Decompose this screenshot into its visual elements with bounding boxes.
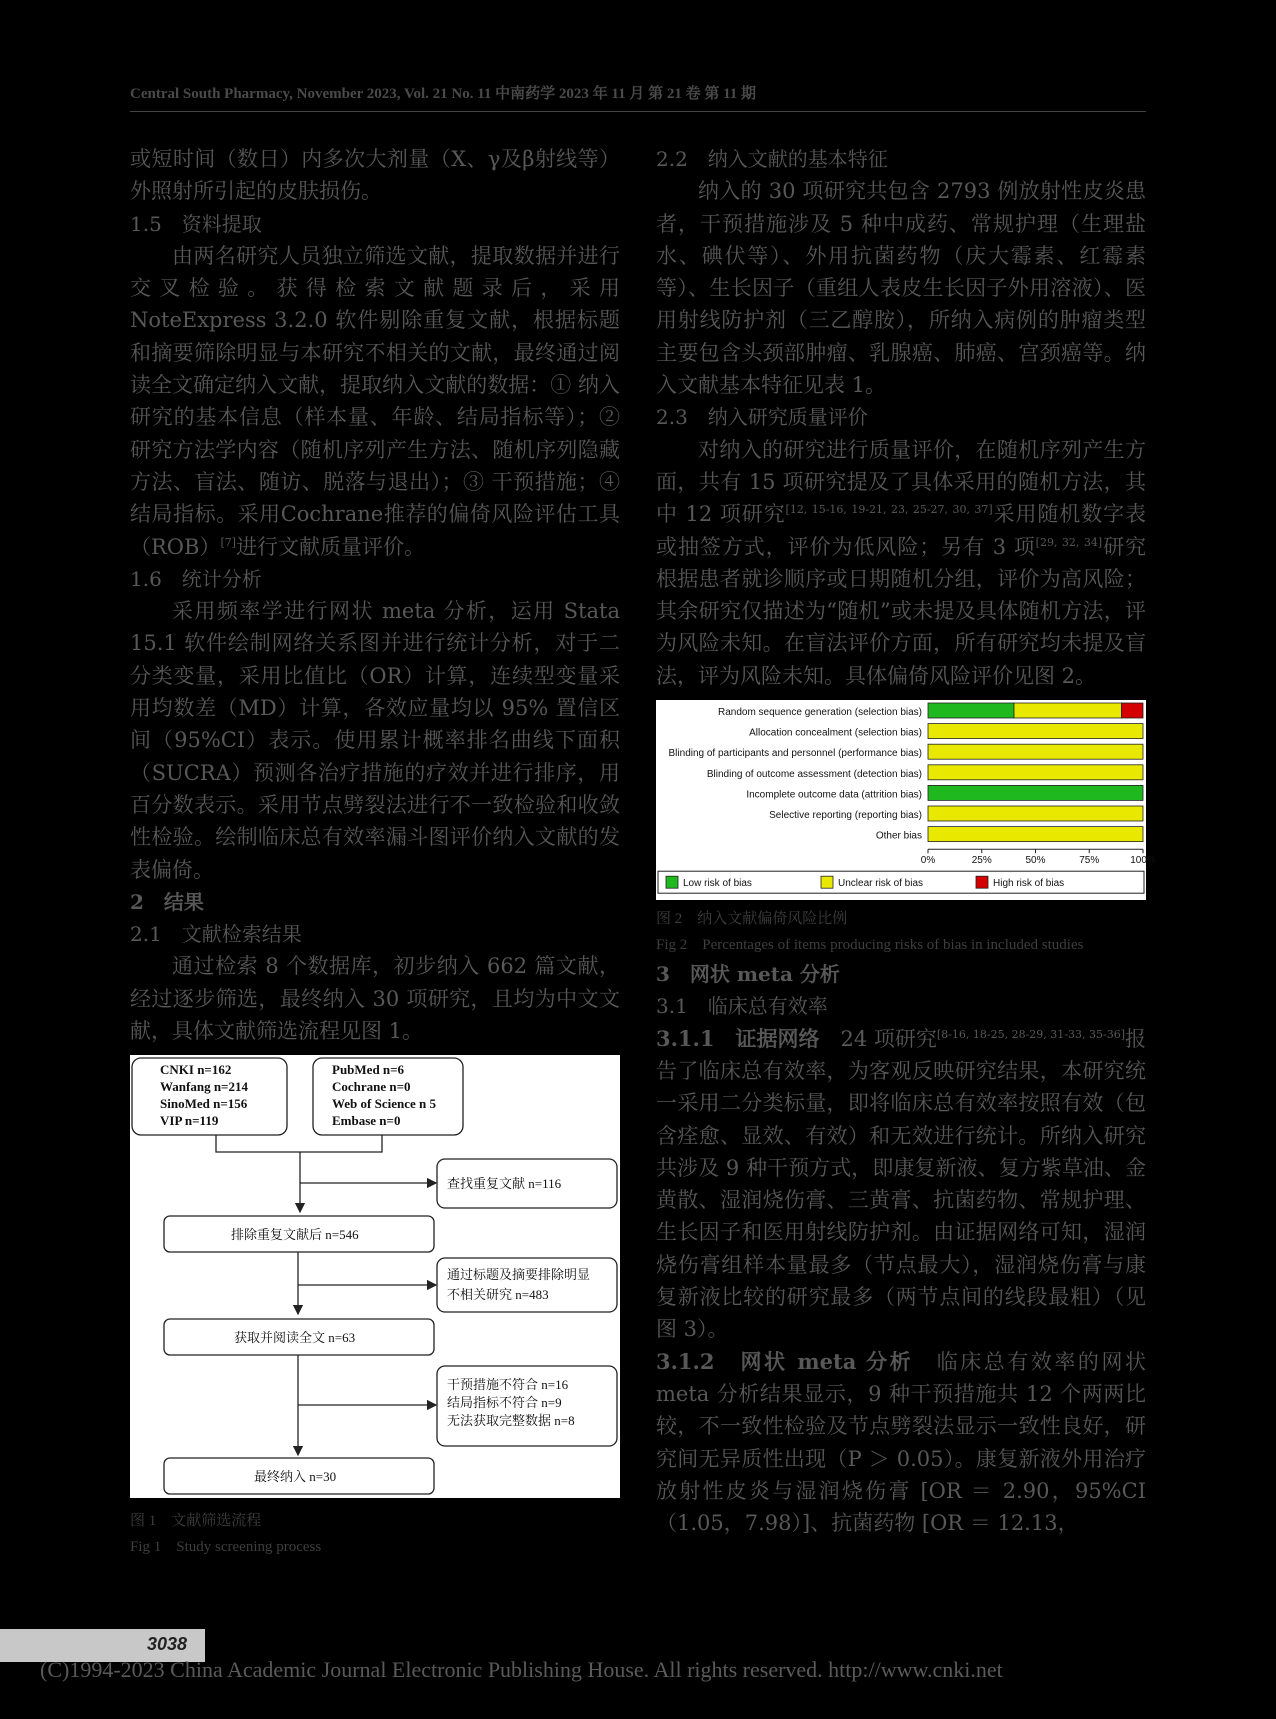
flow-text: 不相关研究 n=483 [447,1287,549,1303]
citation: [8-16, 18-25, 28-29, 31-33, 35-36] [936,1027,1125,1041]
bar-segment [928,724,1143,739]
paragraph-text: 报告了临床总有效率，为客观反映研究结果，本研究统一采用二分类标量，即将临床总有效率按照有效（包含痊愈、显效、有效）和无效进行统计。所纳入研究共涉及 9 种干预方式，即康复新液、复方紫草油、金黄散、湿润烧伤膏、三黄膏、抗菌药物、常规护理、生长因子和医用射线防护剂。由证据网络可知，湿润烧伤膏组样本量最多（节点最大），湿润烧伤膏与康复新液比较的研究最多（两节点间的线段最粗）（见图 3）。 [656,1026,1146,1342]
bar-segment [928,785,1143,800]
flow-diagram [130,1055,620,1498]
category-label: Blinding of participants and personnel (performance bias) [668,748,922,760]
page-number: 3038 [146,1634,187,1654]
citation: [12, 15-16, 19-21, 23, 25-27, 30, 37] [785,503,993,517]
paragraph-text: 进行文献质量评价。 [236,534,426,559]
subsection-heading-3-1-1: 3.1.1 证据网络 [656,1025,820,1051]
category-label: Incomplete outcome data (attrition bias) [746,789,922,801]
paragraph-search-results: 通过检索 8 个数据库，初步纳入 662 篇文献，经过逐步筛选，最终纳入 30 项研究，且均为中文文献，具体文献筛选流程见图 1。 [130,954,620,1044]
paragraph-text: 采用随机数字表或抽签方式，评价为低风险；另有 3 项 [656,502,1147,559]
flow-text: PubMed n=6 [332,1062,405,1078]
section-heading-1-6: 1.6 统计分析 [130,566,262,591]
bar-segment [928,765,1143,780]
flow-text: Web of Science n 5 [332,1096,436,1112]
section-heading-2-3: 2.3 纳入研究质量评价 [656,405,868,430]
flow-text: Wanfang n=214 [160,1079,248,1095]
paragraph: 或短时间（数日）内多次大剂量（X、γ及β射线等）外照射所引起的皮肤损伤。 [130,147,620,204]
paragraph-text: 对纳入的研究进行质量评价，在随机序列产生方面，共有 15 项研究提及了具体采用的随机方法，其中 12 项研究 [656,437,1146,527]
flow-text: 通过标题及摘要排除明显 [447,1267,591,1283]
flow-text: 无法获取完整数据 n=8 [447,1413,575,1429]
flow-text: 获取并阅读全文 n=63 [234,1330,356,1346]
bar-segment [1014,703,1122,718]
paragraph-statistics: 采用频率学进行网状 meta 分析，运用 Stata 15.1 软件绘制网络关系图并进行统计分析，对于二分类变量，采用比值比（OR）计算，连续型变量采用均数差（MD）计算，各效应量均以 95% 置信区间（95%CI）表示。使用累计概率排名曲线下面积（SUCRA）预测各治疗措施的疗效并进行排序，用百分数表示。采用节点劈裂法进行不一致检验和收敛性检验。绘制临床总有效率漏斗图评价纳入文献的发表偏倚。 [130,599,620,882]
flow-text: 排除重复文献后 n=546 [231,1227,359,1243]
flow-text: 最终纳入 n=30 [254,1469,337,1485]
flow-text: VIP n=119 [160,1113,219,1129]
paragraph-text: 由两名研究人员独立筛选文献，提取数据并进行交叉检验。获得检索文献题录后，采用NoteExpress 3.2.0 软件剔除重复文献，根据标题和摘要筛除明显与本研究不相关的文献，最终通过阅读全文确定纳入文献，提取纳入文献的数据：① 纳入研究的基本信息（样本量、年龄、结局指标等）；② 研究方法学内容（随机序列产生方法、随机序列隐藏方法、盲法、随访、脱落与退出）；③ 干预措施；④ 结局指标。采用Cochrane推荐的偏倚风险评估工具（ROB） [130,243,620,559]
flow-text: 结局指标不符合 n=9 [447,1395,562,1411]
risk-of-bias-svg [656,700,1156,900]
section-heading-1-5: 1.5 资料提取 [130,211,262,236]
figure-2-caption-en: Fig 2 Percentages of items producing risks of bias in included studies [656,937,1084,954]
figure-2-caption-cn: 图 2 纳入文献偏倚风险比例 [656,911,848,928]
bar-segment [928,744,1143,759]
paragraph-evidence-network [656,1023,1146,1346]
figure-1-caption-en: Fig 1 Study screening process [130,1539,322,1556]
paragraph-quality [656,434,1146,692]
legend-swatch [821,876,833,888]
left-column [130,143,620,1560]
figure-1-caption-cn: 图 1 文献筛选流程 [130,1513,262,1530]
right-column [656,143,1156,1539]
legend-swatch [976,876,988,888]
category-label: Random sequence generation (selection bias) [717,707,922,719]
header-rule [130,111,1146,112]
category-label: Selective reporting (reporting bias) [769,810,922,822]
copyright-footer: (C)1994-2023 China Academic Journal Electronic Publishing House. All rights reserved. http://www.cnki.net [40,1657,1003,1682]
risk-of-bias-chart [656,700,1156,900]
flow-text: 干预措施不符合 n=16 [447,1377,569,1393]
flow-text: Embase n=0 [332,1113,401,1129]
bar-segment [928,703,1014,718]
paragraph-text: 临床总有效率的网状 meta 分析结果显示，9 种干预措施共 12 个两两比较，不一致性检验及节点劈裂法显示一致性良好，研究间无异质性出现（P ＞ 0.05）。康复新液外用治疗放射性皮炎与湿润烧伤膏 [OR ＝ 2.90，95%CI（1.05，7.98）]、抗菌药物 [OR ＝ 12.13， [656,1349,1146,1536]
flow-diagram-svg [130,1055,620,1498]
subsection-heading-3-1-2: 3.1.2 网状 meta 分析 [656,1348,914,1374]
legend-label: High risk of bias [993,878,1065,890]
citation: [7] [220,535,237,549]
x-tick-label: 50% [1025,855,1046,867]
category-label: Other bias [875,830,922,842]
section-heading-2-2: 2.2 纳入文献的基本特征 [656,147,888,171]
paragraph-text: 研究根据患者就诊顺序或日期随机分组，评价为高风险；其余研究仅描述为“随机”或未提及具体随机方法，评为风险未知。在盲法评价方面，所有研究均未提及盲法，评为风险未知。具体偏倚风险评价见图 2。 [656,534,1147,688]
x-tick-label: 0% [920,855,936,867]
paragraph-data-extraction [130,240,620,563]
bar-segment [1122,703,1144,718]
paragraph-characteristics: 纳入的 30 项研究共包含 2793 例放射性皮炎患者，干预措施涉及 5 种中成药、常规护理（生理盐水、碘伏等）、外用抗菌药物（庆大霉素、红霉素等）、生长因子（重组人表皮生长因子外用溶液）、医用射线防护剂（三乙醇胺），所纳入病例的肿瘤类型主要包含头颈部肿瘤、乳腺癌、肺癌、宫颈癌等。纳入文献基本特征见表 1。 [656,179,1146,398]
x-tick-label: 75% [1079,855,1100,867]
legend-label: Low risk of bias [683,878,752,890]
paragraph-text: 24 项研究 [819,1026,937,1051]
flow-text: SinoMed n=156 [160,1096,248,1112]
flow-text: Cochrane n=0 [332,1079,411,1095]
citation: [29, 32, 34] [1035,535,1103,549]
section-heading-2: 2 结果 [130,889,204,914]
section-heading-2-1: 2.1 文献检索结果 [130,922,302,947]
flow-text: 查找重复文献 n=116 [447,1176,562,1192]
bar-segment [928,806,1143,821]
paragraph-network-meta [656,1346,1146,1540]
x-tick-label: 25% [971,855,992,867]
section-heading-3: 3 网状 meta 分析 [656,962,840,987]
category-label: Allocation concealment (selection bias) [749,727,922,739]
x-tick-label: 100% [1130,855,1156,867]
bar-segment [928,827,1143,842]
legend-swatch [666,876,678,888]
flow-text: CNKI n=162 [160,1062,232,1078]
running-header: Central South Pharmacy, November 2023, Vol. 21 No. 11 中南药学 2023 年 11 月 第 21 卷 第 11 期 [130,86,756,102]
legend-label: Unclear risk of bias [838,878,924,890]
category-label: Blinding of outcome assessment (detection bias) [706,768,922,780]
section-heading-3-1: 3.1 临床总有效率 [656,994,828,1019]
